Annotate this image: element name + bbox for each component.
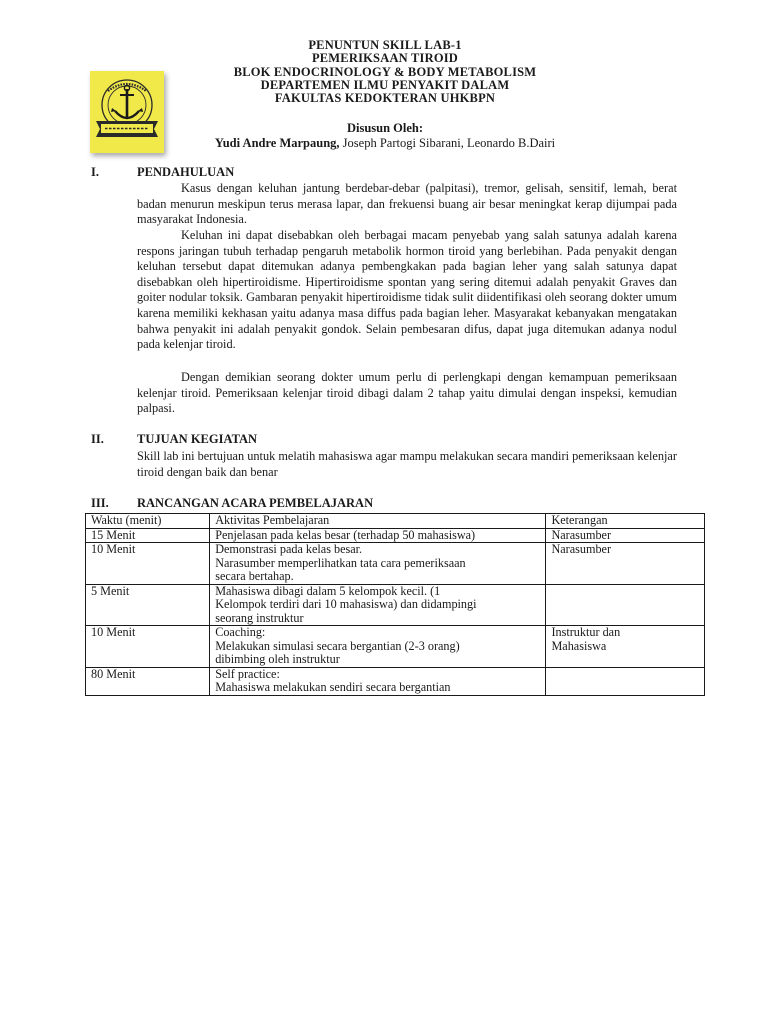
activity-cell [210,584,546,626]
section-title: TUJUAN KEGIATAN [137,432,258,446]
activity-line: seorang instruktur [215,610,304,625]
header-line: DEPARTEMEN ILMU PENYAKIT DALAM [260,77,510,92]
time-cell: 80 Menit [86,667,210,695]
note-cell [546,667,705,695]
section-title: RANCANGAN ACARA PEMBELAJARAN [137,496,374,510]
note-line: Mahasiswa [551,638,607,653]
activity-cell [210,543,546,585]
table-row [86,667,705,695]
time-cell: 15 Menit [86,528,210,543]
note-cell [546,543,705,585]
time-cell: 5 Menit [86,584,210,626]
header-line: FAKULTAS KEDOKTERAN UHKBPN [274,91,496,106]
activity-line: Kelompok terdiri dari 10 mahasiswa) dan didampingi [215,597,477,611]
crest-icon [90,71,164,153]
schedule-table [85,513,705,696]
activity-line: dibimbing oleh instruktur [215,652,340,666]
paragraph: Keluhan ini dapat disebabkan oleh berbagai macam penyebab yang salah satunya adalah karena respons jaringan tubuh terhadap pengaruh metabolik hormon tiroid yang berlebihan. Pada penyakit dengan keluhan tersebut dapat ditemukan adanya pembengkakan pada bagian leher yang salah satunya dapat disebabkan oleh hipertiroidisme. Hipertiroidisme spontan yang sering ditemui adalah penyakit Graves dan goiter nodular toksik. Gambaran penyakit hipertiroidisme tidak sulit diidentifikasi oleh seorang dokter umum karena memiliki kekhasan yaitu adanya masa diffus pada bagian leher. Masyarakat kebanyakan mengatakan bahwa penyakit ini adalah penyakit gondok. Selain pembesaran difus, dapat juga ditemukan adanya nodul pada kelenjar tiroid. [137,228,677,352]
time-cell: 10 Menit [86,626,210,668]
header-line: PENUNTUN SKILL LAB-1 [308,38,462,52]
activity-line: Coaching: [215,625,266,639]
activity-line: Demonstrasi pada kelas besar. [215,542,363,556]
table-header-row [86,514,705,529]
note-line [551,585,699,599]
faculty-logo [90,71,164,153]
header-line: PEMERIKSAAN TIROID [311,51,459,66]
paragraph: Skill lab ini bertujuan untuk melatih mahasiswa agar mampu melakukan secara mandiri pemeriksaan kelenjar tiroid dengan baik dan benar [137,449,677,479]
section-number: III. [91,496,109,510]
activity-line: Self practice: [215,666,280,681]
document-header [170,39,600,105]
activity-line: Melakukan simulasi secara bergantian (2-3 orang) [215,638,460,653]
header-line: BLOK ENDOCRINOLOGY & BODY METABOLISM [233,64,537,79]
table-row [86,543,705,585]
section-title: PENDAHULUAN [137,165,235,179]
activity-line: Narasumber memperlihatkan tata cara pemeriksaan [215,555,466,570]
author-label: Disusun Oleh: [346,121,424,135]
author-block [170,121,600,151]
note-line: Instruktur dan [551,625,621,639]
note-cell [546,626,705,668]
table-row [86,584,705,626]
activity-line: Mahasiswa melakukan sendiri secara bergantian [215,680,451,694]
activity-cell [210,626,546,668]
lead-author: Yudi Andre Marpaung, [214,136,340,150]
note-cell [546,528,705,543]
co-authors: Joseph Partogi Sibarani, Leonardo B.Dairi [339,136,556,150]
table-row [86,626,705,668]
section-number: II. [91,432,104,446]
column-header: Keterangan [546,514,705,529]
paragraph: Dengan demikian seorang dokter umum perlu di perlengkapi dengan kemampuan pemeriksaan kelenjar tiroid. Pemeriksaan kelenjar tiroid dibagi dalam 2 tahap yaitu dimulai dengan inspeksi, kemudian palpasi. [137,370,677,416]
section-number: I. [91,165,99,179]
activity-line: secara bertahap. [215,569,294,583]
activity-cell [210,667,546,695]
column-header: Waktu (menit) [86,514,210,529]
activity-line: Penjelasan pada kelas besar (terhadap 50 mahasiswa) [215,527,476,542]
activity-line: Mahasiswa dibagi dalam 5 kelompok kecil. (1 [215,583,441,598]
note-cell [546,584,705,626]
time-cell: 10 Menit [86,543,210,585]
table-row [86,528,705,543]
column-header: Aktivitas Pembelajaran [210,514,546,529]
note-line: Narasumber [551,527,612,542]
note-line: Narasumber [551,542,612,556]
note-line [551,668,699,682]
activity-cell [210,528,546,543]
paragraph: Kasus dengan keluhan jantung berdebar-debar (palpitasi), tremor, gelisah, sensitif, lemah, berat badan menurun meskipun terus merasa lapar, dan frekuensi buang air besar meningkat kerap dijumpai pada masyarakat Indonesia. [137,181,677,227]
